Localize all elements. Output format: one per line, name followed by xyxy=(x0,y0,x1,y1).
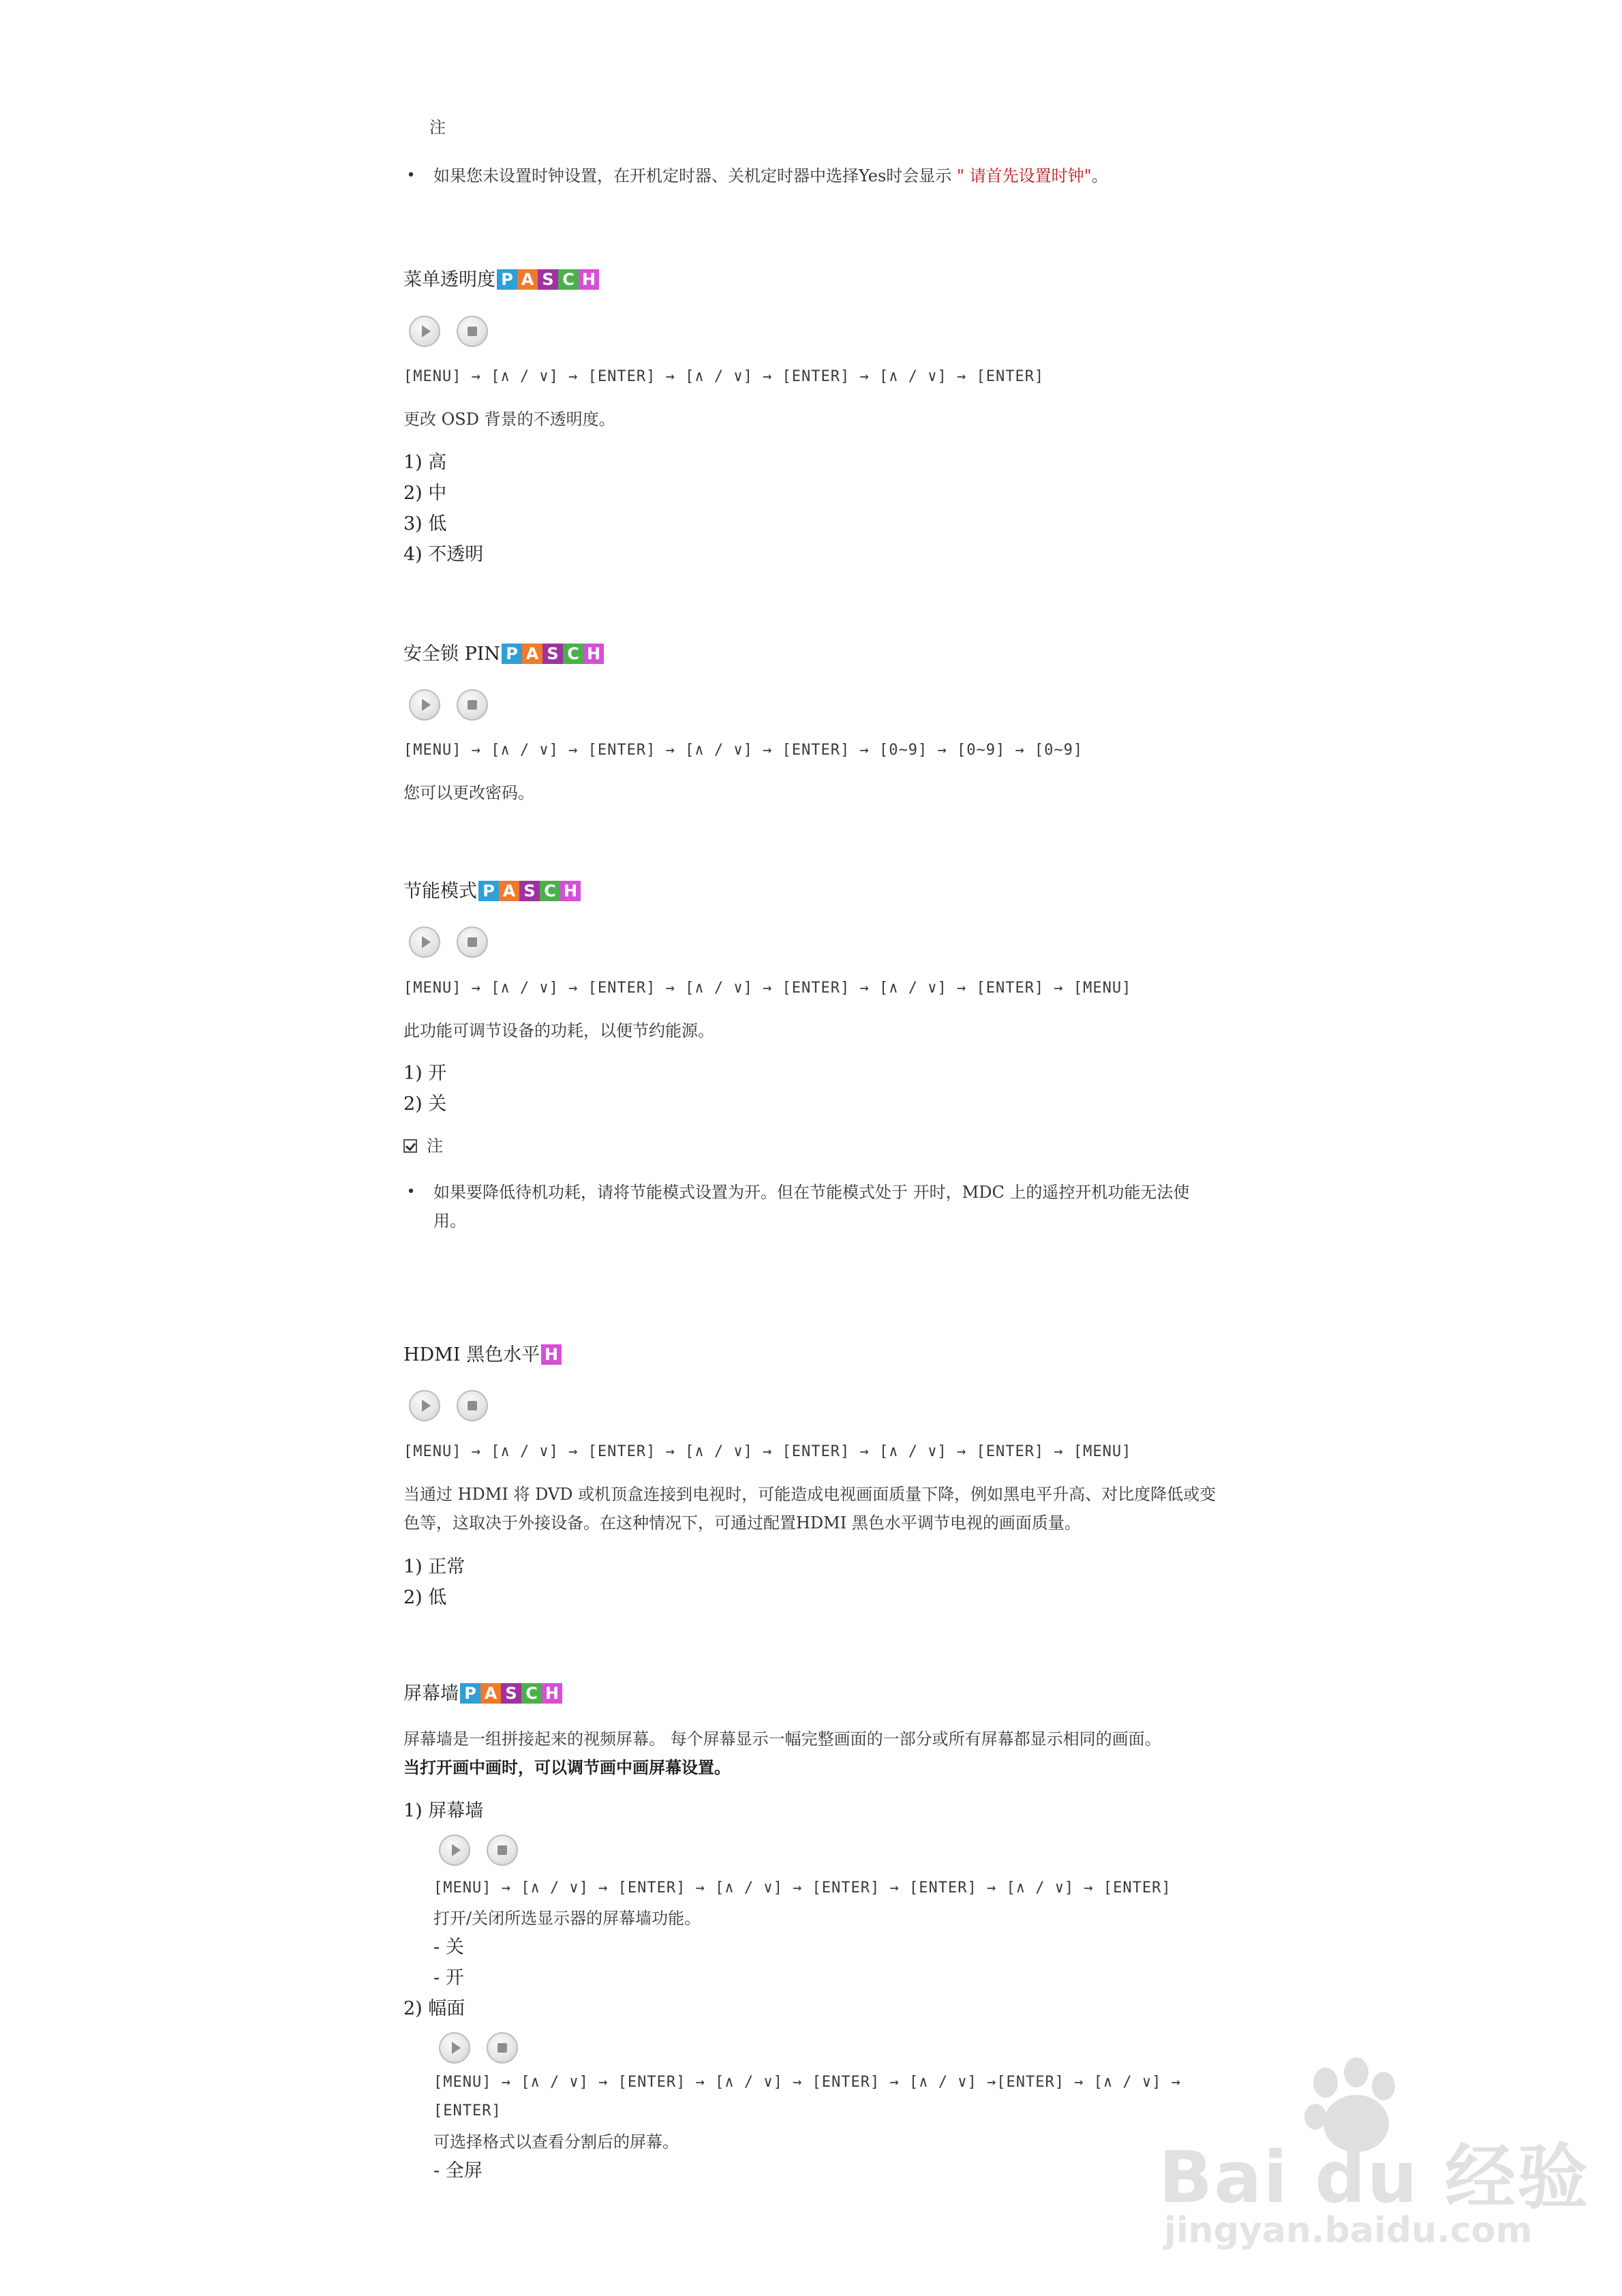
badge-h: H xyxy=(583,644,604,664)
section-title-safety-pin xyxy=(403,642,604,667)
playback-buttons xyxy=(409,1389,488,1422)
stop-button[interactable] xyxy=(457,689,488,721)
note-red-text: " 请首先设置时钟" xyxy=(956,166,1092,185)
baidu-watermark xyxy=(1159,2052,1589,2256)
option-item: 1) 高 xyxy=(403,452,447,473)
badge-a: A xyxy=(480,1683,501,1704)
subsection-description: 可选择格式以查看分割后的屏幕。 xyxy=(433,2132,679,2151)
feature-badges xyxy=(460,1683,562,1704)
section-title-text: 屏幕墙 xyxy=(403,1683,459,1704)
section-description: 您可以更改密码。 xyxy=(403,783,534,802)
feature-badges xyxy=(502,644,604,664)
menu-path: [MENU] → [∧ / ∨] → [ENTER] → [∧ / ∨] → [ENTER] → [∧ / ∨] → [ENTER] → [MENU] xyxy=(403,980,1132,997)
option-item: 3) 低 xyxy=(403,513,447,534)
badge-s: S xyxy=(538,269,558,290)
note-label: 注 xyxy=(429,118,446,137)
play-icon xyxy=(452,2042,461,2054)
subsection-label: 1) 屏幕墙 xyxy=(403,1800,484,1822)
stop-button[interactable] xyxy=(487,2032,518,2064)
section-description: 此功能可调节设备的功耗，以便节约能源。 xyxy=(403,1021,714,1040)
option-item: - 开 xyxy=(433,1967,464,1989)
badge-p: P xyxy=(497,269,517,290)
section-title-text: 菜单透明度 xyxy=(403,269,495,290)
stop-icon xyxy=(468,327,477,336)
stop-icon xyxy=(468,937,477,947)
stop-button[interactable] xyxy=(457,926,488,958)
section-description: 屏幕墙是一组拼接起来的视频屏幕。 每个屏幕显示一幅完整画面的一部分或所有屏幕都显示相同的画面。 xyxy=(403,1729,1161,1749)
badge-h: H xyxy=(542,1683,562,1704)
badge-p: P xyxy=(460,1683,480,1704)
stop-icon xyxy=(468,700,477,710)
play-icon xyxy=(422,325,431,337)
playback-buttons xyxy=(409,689,488,721)
badge-a: A xyxy=(517,269,538,290)
option-item: - 全屏 xyxy=(433,2160,483,2181)
play-button[interactable] xyxy=(439,1834,470,1866)
play-icon xyxy=(422,1400,431,1412)
note-heading xyxy=(403,1134,443,1158)
watermark-url: jingyan.baidu.com xyxy=(1164,2210,1533,2251)
menu-path: [MENU] → [∧ / ∨] → [ENTER] → [∧ / ∨] → [ENTER] → [ENTER] → [∧ / ∨] → [ENTER] xyxy=(433,1879,1172,1897)
note-text: 如果您未设置时钟设置，在开机定时器、关机定时器中选择Yes时会显示 xyxy=(433,166,957,185)
playback-buttons xyxy=(439,2031,518,2064)
option-item: - 关 xyxy=(433,1937,464,1958)
menu-path: [MENU] → [∧ / ∨] → [ENTER] → [∧ / ∨] → [ENTER] → [∧ / ∨] → [ENTER] → [MENU] xyxy=(403,1443,1132,1460)
feature-badges xyxy=(497,269,599,290)
badge-s: S xyxy=(519,881,540,901)
badge-a: A xyxy=(499,881,519,901)
section-title-text: 节能模式 xyxy=(403,881,477,902)
play-button[interactable] xyxy=(409,926,440,958)
play-icon xyxy=(452,1844,461,1856)
watermark-logo-text: Bai du 经验 xyxy=(1159,2136,1589,2219)
stop-icon xyxy=(498,1845,507,1855)
menu-path: [MENU] → [∧ / ∨] → [ENTER] → [∧ / ∨] → [ENTER] → [0~9] → [0~9] → [0~9] xyxy=(403,742,1084,759)
badge-p: P xyxy=(502,644,522,664)
section-title-transparency xyxy=(403,268,599,292)
playback-buttons xyxy=(409,315,488,348)
stop-button[interactable] xyxy=(457,1390,488,1421)
note-label: 注 xyxy=(427,1136,443,1155)
play-icon xyxy=(422,936,431,948)
note-bullet xyxy=(403,164,1108,187)
menu-path: [MENU] → [∧ / ∨] → [ENTER] → [∧ / ∨] → [ENTER] → [∧ / ∨] → [ENTER] xyxy=(403,368,1045,385)
play-icon xyxy=(422,699,431,711)
section-title-hdmi xyxy=(403,1343,562,1368)
stop-icon xyxy=(498,2043,507,2053)
section-title-energy xyxy=(403,879,581,904)
note-bullet xyxy=(403,1181,1189,1204)
section-title-videowall xyxy=(403,1682,562,1706)
playback-buttons xyxy=(439,1834,518,1867)
option-item: 2) 中 xyxy=(403,483,447,504)
menu-path: [MENU] → [∧ / ∨] → [ENTER] → [∧ / ∨] → [ENTER] → [∧ / ∨] →[ENTER] → [∧ / ∨] → xyxy=(433,2074,1181,2091)
feature-badges xyxy=(478,881,581,901)
playback-buttons xyxy=(409,926,488,958)
badge-c: C xyxy=(540,881,560,901)
badge-c: C xyxy=(521,1683,542,1704)
badge-p: P xyxy=(478,881,499,901)
section-title-text: 安全锁 PIN xyxy=(403,644,501,665)
note-text: 如果要降低待机功耗，请将节能模式设置为开。但在节能模式处于 开时，MDC 上的遥控开机功能无法使 xyxy=(433,1183,1190,1202)
badge-s: S xyxy=(542,644,563,664)
option-item: 2) 低 xyxy=(403,1587,447,1608)
section-description-cont: 色等，这取决于外接设备。在这种情况下，可通过配置HDMI 黑色水平调节电视的画面质量。 xyxy=(403,1513,1081,1532)
subsection-label: 2) 幅面 xyxy=(403,1998,465,2019)
badge-h: H xyxy=(579,269,599,290)
stop-button[interactable] xyxy=(487,1834,518,1866)
feature-badges xyxy=(541,1344,562,1365)
section-description-bold: 当打开画中画时，可以调节画中画屏幕设置。 xyxy=(403,1757,731,1777)
note-text-end: 。 xyxy=(1091,166,1108,185)
section-description: 当通过 HDMI 将 DVD 或机顶盒连接到电视时，可能造成电视画面质量下降，例如黑电平升高、对比度降低或变 xyxy=(403,1485,1216,1504)
badge-c: C xyxy=(558,269,579,290)
bullet-dot: • xyxy=(406,167,416,184)
play-button[interactable] xyxy=(409,316,440,347)
bullet-dot: • xyxy=(406,1183,416,1200)
subsection-description: 打开/关闭所选显示器的屏幕墙功能。 xyxy=(433,1909,701,1928)
play-button[interactable] xyxy=(409,1390,440,1421)
play-button[interactable] xyxy=(409,689,440,721)
badge-a: A xyxy=(522,644,542,664)
checkbox-icon xyxy=(403,1139,417,1153)
option-item: 1) 开 xyxy=(403,1063,447,1084)
badge-s: S xyxy=(501,1683,521,1704)
note-text-cont: 用。 xyxy=(433,1211,466,1230)
option-item: 4) 不透明 xyxy=(403,544,484,565)
menu-path-cont: [ENTER] xyxy=(433,2102,502,2119)
stop-button[interactable] xyxy=(457,316,488,347)
section-title-text: HDMI 黑色水平 xyxy=(403,1344,540,1365)
option-item: 1) 正常 xyxy=(403,1556,465,1577)
badge-c: C xyxy=(563,644,583,664)
badge-h: H xyxy=(560,881,581,901)
section-description: 更改 OSD 背景的不透明度。 xyxy=(403,410,615,429)
badge-h: H xyxy=(541,1344,562,1365)
option-item: 2) 关 xyxy=(403,1093,447,1115)
stop-icon xyxy=(468,1401,477,1410)
play-button[interactable] xyxy=(439,2032,470,2064)
